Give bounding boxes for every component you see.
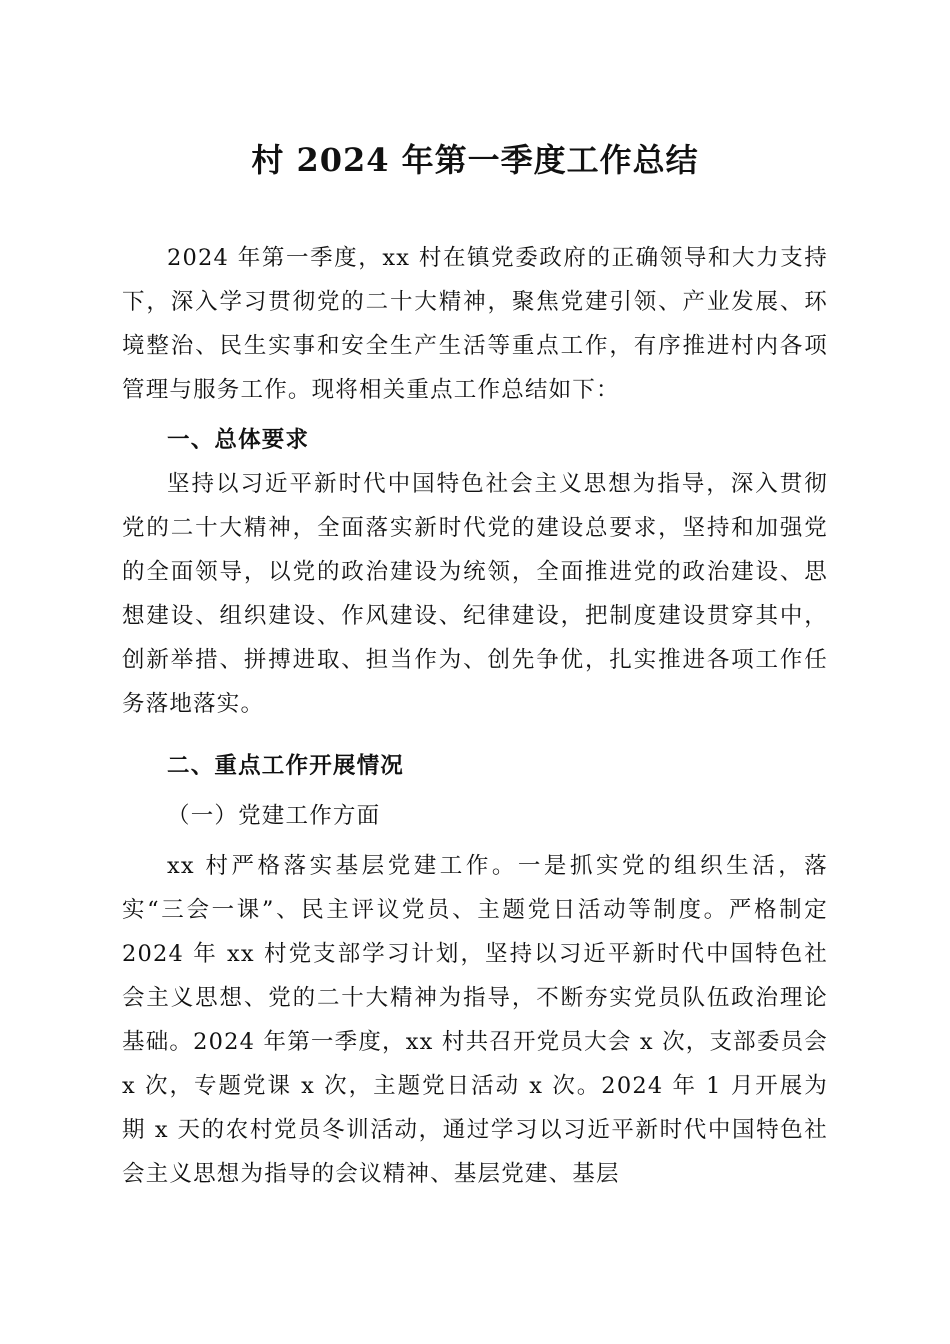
document-title: 村 2024 年第一季度工作总结 [251,141,699,179]
overall-requirements-paragraph: 坚持以习近平新时代中国特色社会主义思想为指导，深入贯彻党的二十大精神，全面落实新时代党的建设总要求，坚持和加强党的全面领导，以党的政治建设为统领，全面推进党的政治建设、思想建设、组织建设、作风建设、纪律建设，把制度建设贯穿其中，创新举措、拼搏进取、担当作为、创先争优，扎实推进各项工作任务落地落实。 [122,471,828,717]
subsection-heading-party-building: （一）党建工作方面 [167,803,381,829]
party-building-paragraph: xx 村严格落实基层党建工作。一是抓实党的组织生活，落实“三会一课”、民主评议党员、主题党日活动等制度。严格制定 2024 年 xx 村党支部学习计划，坚持以习近平新时代中国特色社会主义思想、党的二十大精神为指导，不断夯实党员队伍政治理论基础。2024 年第一季度，xx 村共召开党员大会 x 次，支部委员会 x 次，专题党课 x 次，主题党日活动 x 次。2024 年 1 月开展为期 x 天的农村党员冬训活动，通过学习以习近平新时代中国特色社会主义思想为指导的会议精神、基层党建、基层 [122,853,828,1187]
section-heading-key-work: 二、重点工作开展情况 [167,753,405,779]
section-heading-overall-requirements: 一、总体要求 [167,427,310,453]
intro-paragraph: 2024 年第一季度，xx 村在镇党委政府的正确领导和大力支持下，深入学习贯彻党的二十大精神，聚焦党建引领、产业发展、环境整治、民生实事和安全生产生活等重点工作，有序推进村内各项管理与服务工作。现将相关重点工作总结如下： [122,245,828,403]
document-body [122,236,828,1196]
